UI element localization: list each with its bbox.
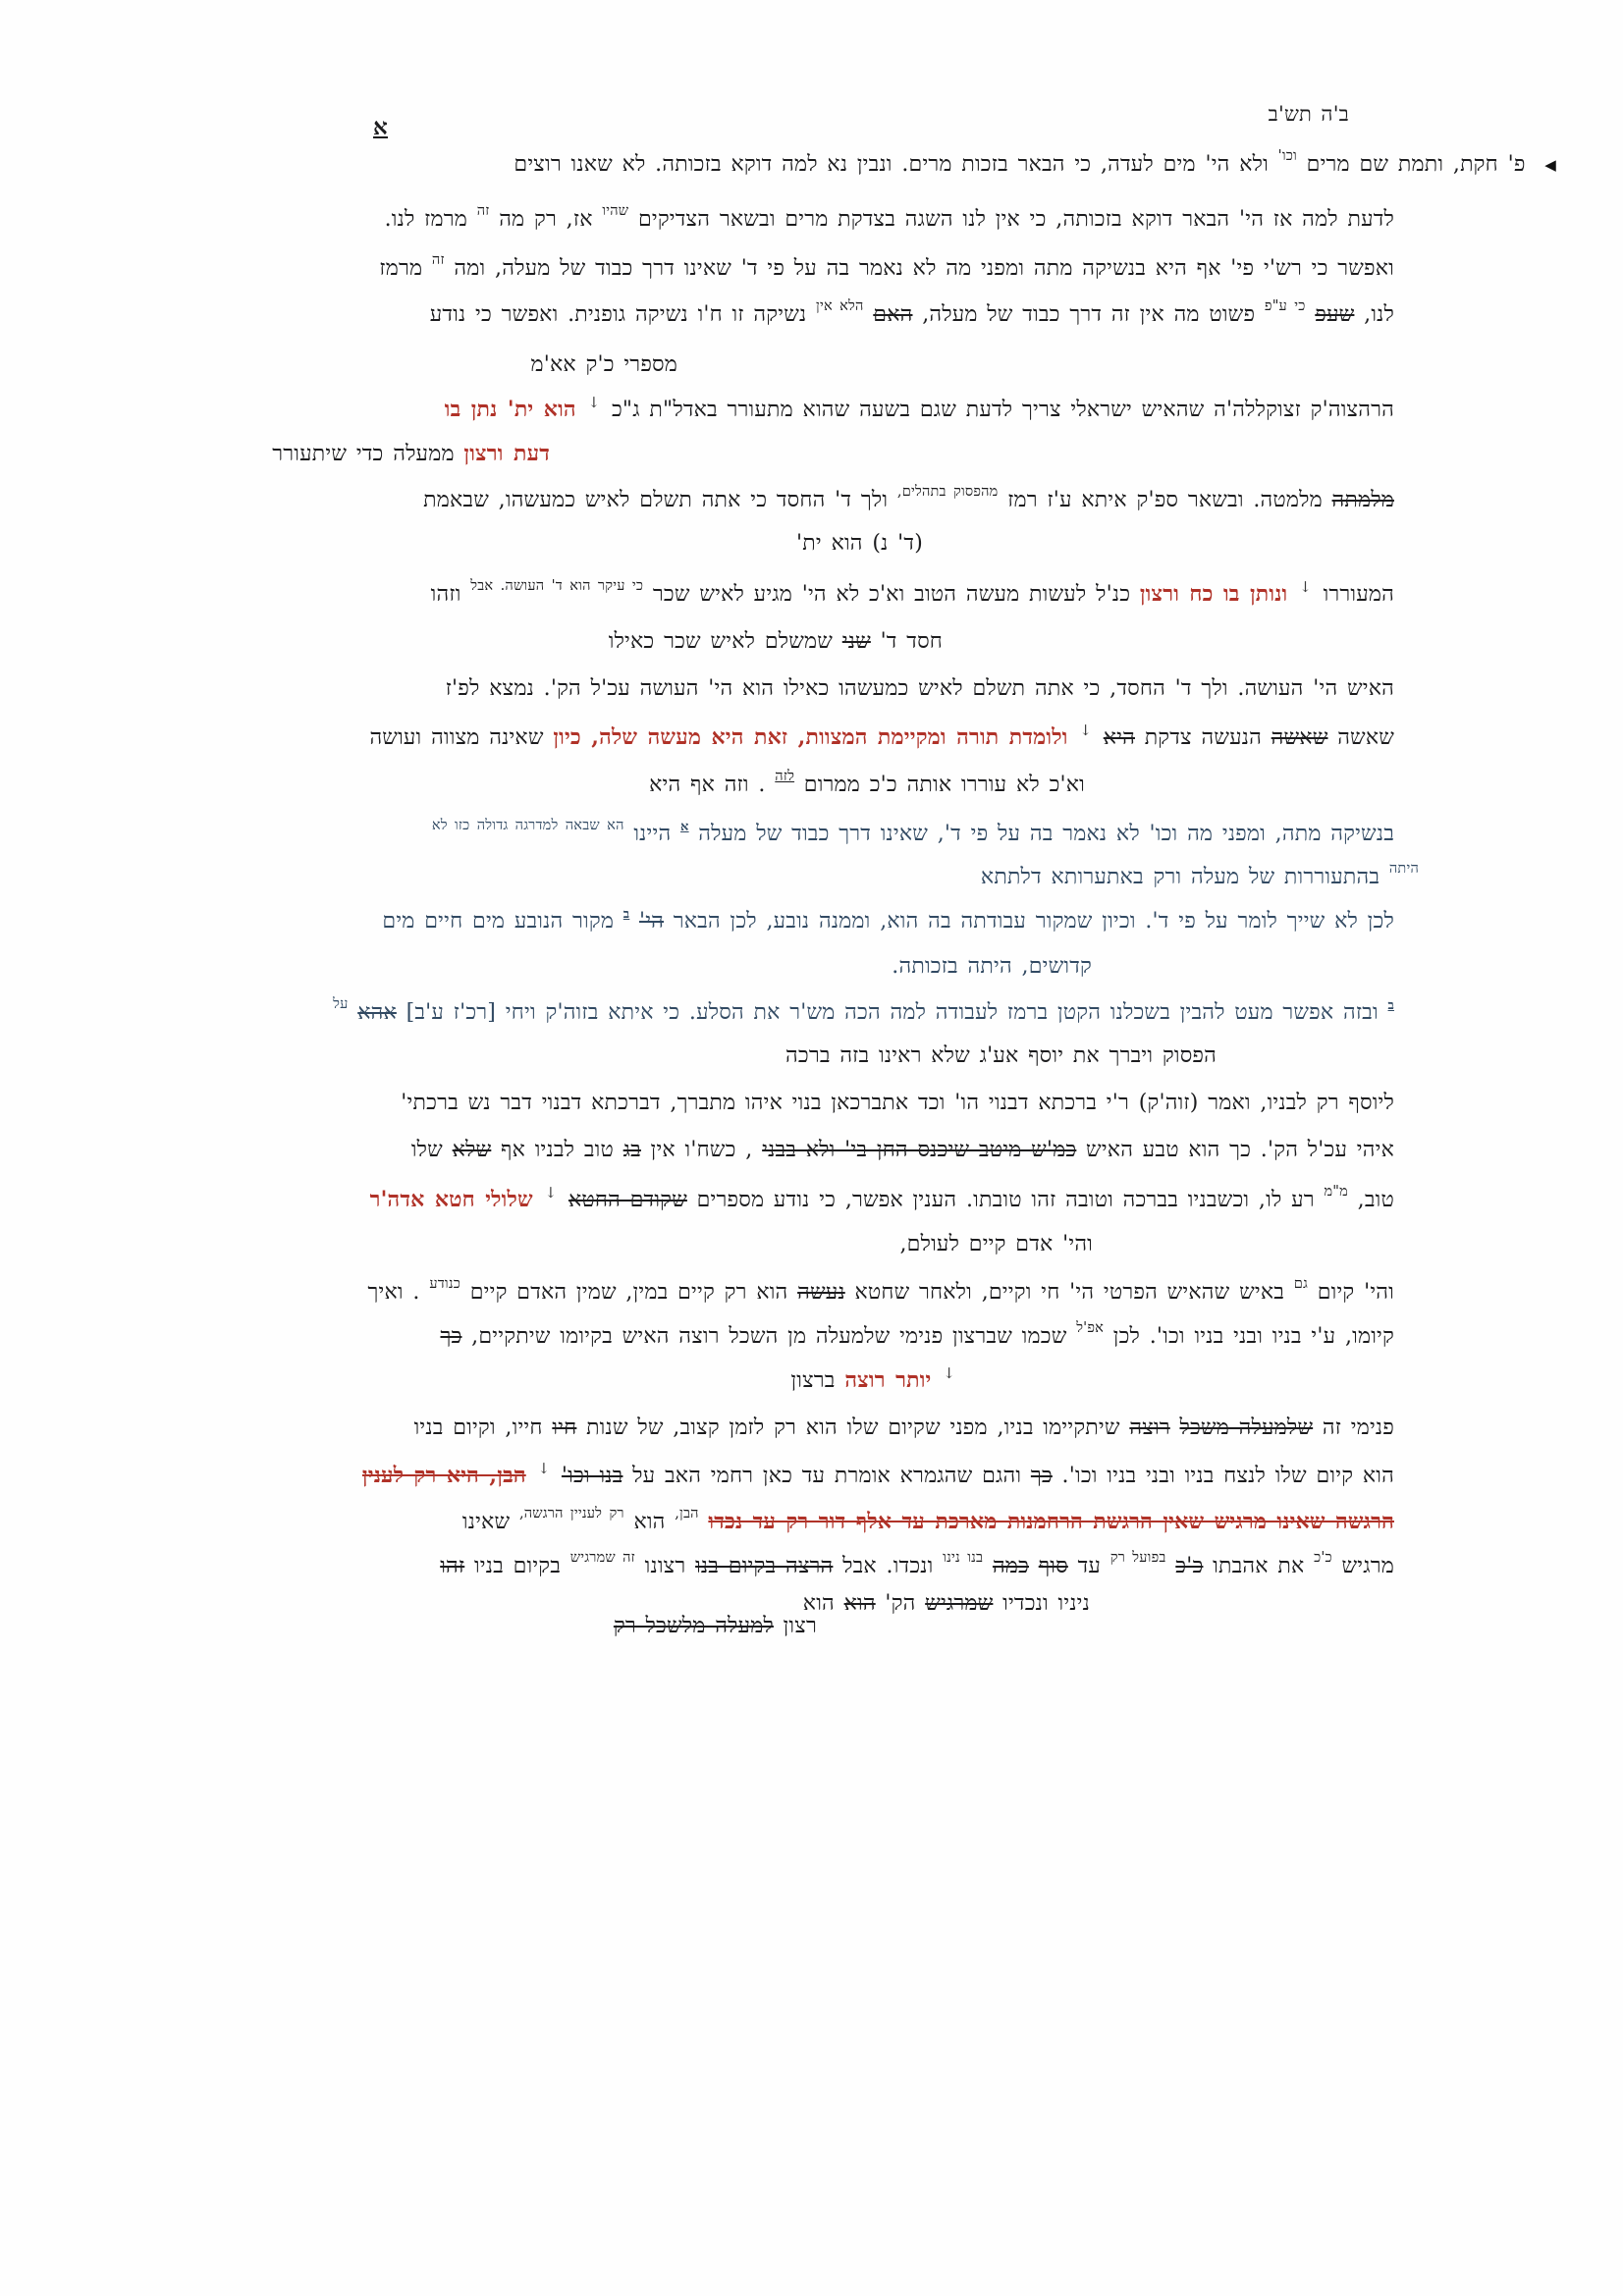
superscript-insertion: רק לעניין הרגשה, xyxy=(518,1506,624,1522)
body-text: , כשח'ו אין xyxy=(650,1138,753,1162)
text-line xyxy=(981,860,1419,891)
body-text: טוב, xyxy=(1357,1188,1394,1212)
body-text: מרמז xyxy=(379,256,423,281)
body-text: (ד' נ) הוא ית' xyxy=(796,531,923,556)
body-text: שיתקיימו בניו, מפני שקיום שלו הוא רק לזמן קצוב, של שנות xyxy=(586,1415,1120,1440)
text-line xyxy=(803,1590,1090,1618)
body-text: רצון xyxy=(783,1614,817,1638)
text-line xyxy=(411,1137,1394,1164)
deleted-text: חיו xyxy=(552,1415,577,1440)
insert-arrow-icon: ↓ xyxy=(587,394,601,411)
body-text: הוא קיום שלו לנצח בניו ובני בניו וכו'. xyxy=(1061,1464,1394,1488)
section-mark xyxy=(373,114,388,142)
text-line xyxy=(430,297,1394,329)
body-text: הוא רק קיים במין, שמין האדם קיים xyxy=(469,1280,788,1305)
text-line xyxy=(432,817,1394,848)
red-insertion: יותר רוצה xyxy=(844,1367,932,1393)
body-text: מלמטה. ובשאר ספ'ק איתא ע'ז רמז xyxy=(1007,488,1323,512)
deleted-text: שני xyxy=(841,629,871,654)
body-text: לכן לא שייך לומר על פי ד'. וכיון שמקור עבודתה בה הוא, וממנה נובע, לכן הבאר xyxy=(673,909,1394,934)
body-text: מקור הנובע מים חיים מים xyxy=(382,909,615,934)
deleted-text: בג xyxy=(622,1138,641,1162)
superscript-insertion: וכו' xyxy=(1277,148,1297,164)
superscript-insertion: אפ'ל xyxy=(1076,1320,1105,1336)
deleted-text: זהו xyxy=(440,1554,465,1578)
paragraph-marker-icon: ◀ xyxy=(1544,156,1556,174)
body-text: ב'ה תש'ב xyxy=(1268,102,1349,126)
superscript-insertion: היתה xyxy=(1388,861,1419,877)
footnote-marker: ב xyxy=(622,907,630,922)
footnote-marker: א xyxy=(680,820,689,834)
body-text: את אהבתו xyxy=(1213,1554,1305,1578)
text-line xyxy=(892,953,1092,981)
text-line xyxy=(462,1505,1394,1536)
superscript-insertion: בנו נינו xyxy=(943,1550,984,1566)
body-text: הק' xyxy=(885,1591,916,1616)
red-insertion: שלולי חטא אדה'ר xyxy=(369,1187,533,1212)
body-text: פנימי זה xyxy=(1322,1415,1394,1440)
text-line xyxy=(445,394,1394,424)
body-text: לדעת למה אז הי' הבאר דוקא בזכותה, כי אין לנו השגה בצדקת מרים ובשאר הצדיקים xyxy=(637,207,1394,232)
body-text: שאשה xyxy=(1337,725,1394,750)
superscript-insertion: זה xyxy=(476,203,490,219)
text-line xyxy=(369,721,1394,752)
body-text: רע לו, וכשבניו בברכה וטובה זהו טובתו. הענין אפשר, כי נודע מספרים xyxy=(696,1188,1315,1212)
body-text: וא'כ לא עוררו אותה כ'כ ממרום xyxy=(803,773,1085,797)
body-text: ברצון xyxy=(790,1368,836,1393)
deleted-text: כך xyxy=(1030,1464,1053,1488)
body-text: הרהצוה'ק זצוקללה'ה שהאיש ישראלי צריך לדעת שגם בשעה שהוא מתעורר באדל"ת ג"כ xyxy=(611,398,1394,422)
text-line xyxy=(785,1042,1217,1070)
deleted-text: שלמעלה משכל xyxy=(1179,1415,1314,1440)
superscript-insertion: הלא אין xyxy=(816,298,864,314)
body-text: אז, רק מה xyxy=(499,207,593,232)
body-text: רצונו xyxy=(644,1554,686,1578)
body-text: ממעלה כדי שיתעורר xyxy=(272,442,455,466)
body-text: לנו, xyxy=(1364,302,1394,327)
deleted-text: סוף xyxy=(1038,1554,1068,1578)
body-text: שלו xyxy=(410,1138,443,1162)
body-text: כנ'ל לעשות מעשה הטוב וא'כ לא הי' מגיע לאיש שכר xyxy=(652,582,1131,607)
body-text: נשיקה זו ח'ו נשיקה גופנית. ואפשר כי נודע xyxy=(429,302,807,327)
deleted-text: שעפ xyxy=(1315,302,1355,327)
deleted-text: שלא xyxy=(452,1138,492,1162)
text-line xyxy=(272,441,550,468)
text-line xyxy=(614,1613,817,1640)
body-text: ולא הי' מים לעדה, כי הבאר בזכות מרים. ונבין נא למה דוקא בזכותה. לא שאנו רוצים xyxy=(514,152,1269,177)
text-line xyxy=(530,351,677,379)
body-text: והגם שהגמרא אומרת עד כאן רחמי האב על xyxy=(632,1464,1022,1488)
deleted-text: שמרגיש xyxy=(925,1591,994,1616)
deleted-text: כך xyxy=(440,1324,462,1349)
superscript-insertion: כי עיקר הוא ד' העושה. אבל xyxy=(470,578,644,594)
deleted-text: האם xyxy=(873,302,913,327)
body-text: עד xyxy=(1077,1554,1101,1578)
body-text: מספרי כ'ק אא'מ xyxy=(530,352,677,377)
deleted-text: שאשה xyxy=(1271,725,1328,750)
text-line xyxy=(899,1231,1093,1258)
body-text: והי' קיום xyxy=(1317,1280,1394,1305)
deleted-text: בנו וכו' xyxy=(561,1464,623,1488)
superscript-insertion: על xyxy=(333,996,349,1012)
deleted-text: רוצה xyxy=(1129,1415,1170,1440)
body-text: האיש הי' העושה. ולך ד' החסד, כי אתה תשלם לאיש כמעשהו כאילו הוא הי' העושה עכ'ל הק'. נמצא לפ'ז xyxy=(445,676,1394,701)
deleted-text: היא xyxy=(1103,725,1135,750)
red-deleted-text: הרגשה שאינו מרגיש שאין הרגשת הרחמנות מארכת עד אלף דור רק עד נכדו xyxy=(708,1509,1394,1534)
body-text: ובזה אפשר מעט להבין בשכלנו הקטן ברמז לעבודה למה הכה מש'ר את הסלע. כי איתא בזוה'ק ויחי [רכ'ז ע'ב] xyxy=(406,1000,1379,1025)
body-text: פשוט מה אין זה דרך כבוד של מעלה, xyxy=(922,302,1256,327)
body-text: קיומו, ע'י בניו ובני בניו וכו'. לכן xyxy=(1112,1324,1394,1349)
body-text: ולך ד' החסד כי אתה תשלם לאיש כמעשהו, שבאמת xyxy=(423,488,889,512)
body-text: . ואיך xyxy=(367,1280,420,1305)
text-line xyxy=(382,907,1394,935)
body-text: שאינו xyxy=(461,1510,511,1534)
insert-arrow-icon: ↓ xyxy=(1299,578,1312,596)
text-line xyxy=(414,1415,1394,1442)
superscript-insertion: זה xyxy=(431,252,445,268)
red-insertion: הוא ית' נתן בו xyxy=(444,397,576,422)
text-line xyxy=(609,628,943,656)
body-text: חייו, וקיום בניו xyxy=(413,1415,543,1440)
text-line xyxy=(649,768,1085,799)
superscript-insertion: גם xyxy=(1293,1276,1308,1292)
insert-arrow-icon: ↓ xyxy=(1079,721,1093,739)
text-line xyxy=(431,577,1394,609)
superscript-insertion: בפועל רק xyxy=(1109,1550,1166,1566)
text-line xyxy=(379,251,1394,283)
body-text: שמשלם לאיש שכר כאילו xyxy=(608,629,834,654)
footnote-marker: ב xyxy=(1387,998,1394,1013)
body-text: איהי עכ'ל הק'. כך הוא טבע האיש xyxy=(1086,1138,1394,1162)
deleted-text: כ'כ xyxy=(1175,1554,1204,1578)
text-line xyxy=(368,1275,1394,1307)
text-line xyxy=(796,530,923,558)
body-text: מרגיש xyxy=(1341,1554,1394,1578)
body-text: בנשיקה מתה, ומפני מה וכו' לא נאמר בה על פי ד', שאינו דרך כבוד של מעלה xyxy=(698,822,1394,846)
deleted-text: שקודם החטא xyxy=(568,1188,687,1212)
body-text: בקיום בניו xyxy=(473,1554,562,1578)
text-line xyxy=(440,1549,1394,1580)
deleted-text: כמה xyxy=(992,1554,1029,1578)
body-text: וזהו xyxy=(430,582,461,607)
insert-arrow-icon: ↓ xyxy=(544,1184,558,1201)
body-text: באיש שהאיש הפרטי הי' חי וקיים, ולאחר שחטא xyxy=(854,1280,1285,1305)
body-text: טוב לבניו אף xyxy=(501,1138,614,1162)
body-text: היינו xyxy=(633,822,672,846)
deleted-text: מלמתה xyxy=(1331,488,1394,512)
text-line xyxy=(370,1183,1394,1214)
superscript-insertion: הא שבאה למדרגה גדולה כזו לא xyxy=(431,818,624,833)
text-line xyxy=(362,1460,1394,1490)
deleted-text: כמ'ש מיטב שיכנס החן בי' ולא בבני xyxy=(762,1138,1077,1162)
body-text: ליוסף רק לבניו, ואמר (זוה'ק) ר'י ברכתא דבנוי הו' וכד אתברכאן בנוי איהו מתברך, דברכתא דבנוי דבר נש ברכתי' xyxy=(401,1091,1394,1115)
text-line xyxy=(790,1364,957,1395)
superscript-insertion: הבן, xyxy=(675,1506,699,1522)
deleted-text: הרצה בקיום בנו xyxy=(695,1554,834,1578)
body-text: הפסוק ויברך את יוסף אע'ג שלא ראינו בזה ברכה xyxy=(785,1043,1217,1068)
body-text: שכמו שברצון פנימי שלמעלה מן השכל רוצה האיש בקיומו שיתקיים, xyxy=(471,1324,1067,1349)
red-deleted-text: הבן, היא רק לענין xyxy=(361,1463,526,1488)
superscript-insertion: לזה xyxy=(775,769,795,784)
deleted-text: הוא xyxy=(843,1591,876,1616)
body-text: חסד ד' xyxy=(880,629,943,654)
page-header xyxy=(1269,101,1349,127)
superscript-insertion: שהיו xyxy=(602,203,629,219)
body-text: א xyxy=(373,114,388,140)
red-insertion: ולומדת תורה ומקיימת המצוות, זאת היא מעשה שלה, כיון xyxy=(553,724,1068,750)
text-line xyxy=(333,995,1394,1027)
superscript-insertion: כי ע"פ xyxy=(1264,298,1306,314)
body-text: הוא xyxy=(802,1591,835,1616)
deleted-text: הי' xyxy=(638,909,665,934)
body-text: קדושים, היתה בזכותה. xyxy=(892,954,1092,979)
text-line xyxy=(446,675,1394,703)
deleted-text: אהא xyxy=(357,1000,397,1025)
text-line xyxy=(440,1319,1394,1351)
text-line xyxy=(514,147,1556,179)
superscript-insertion: זה שמרגיש xyxy=(569,1550,635,1566)
body-text: ואפשר כי רש'י פי' אף היא בנשיקה מתה ומפני מה לא נאמר בה על פי ד' שאינו דרך כבוד של מעלה, ומה xyxy=(454,256,1394,281)
body-text: . וזה אף היא xyxy=(649,773,766,797)
body-text: ונכדו. אבל xyxy=(842,1554,934,1578)
superscript-insertion: כ'כ xyxy=(1314,1550,1332,1566)
red-insertion: ונותן בו כח ורצון xyxy=(1139,581,1288,607)
deleted-text: נעשה xyxy=(797,1280,845,1305)
body-text: ניניו ונכדיו xyxy=(1002,1591,1090,1616)
deleted-text: למעלה מלשכל רק xyxy=(613,1614,774,1638)
body-text: והי' אדם קיים לעולם, xyxy=(899,1232,1093,1256)
superscript-insertion: מ"מ xyxy=(1324,1184,1348,1200)
body-text: המעוררו xyxy=(1323,582,1394,607)
superscript-insertion: כנודע xyxy=(429,1276,461,1292)
text-line xyxy=(401,1090,1394,1117)
insert-arrow-icon: ↓ xyxy=(537,1460,551,1477)
body-text: בהתעוררות של מעלה ורק באתערותא דלתתא xyxy=(980,865,1380,889)
text-line xyxy=(385,202,1394,234)
red-insertion: דעת ורצון xyxy=(463,441,550,466)
body-text: מרמז לנו. xyxy=(384,207,467,232)
body-text: שאינה מצווה ועושה xyxy=(369,725,544,750)
body-text: הנעשה צדקת xyxy=(1144,725,1262,750)
body-text: הוא xyxy=(633,1510,666,1534)
body-text: פ' חקת, ותמת שם מרים xyxy=(1306,152,1526,177)
text-line xyxy=(423,483,1394,514)
insert-arrow-icon: ↓ xyxy=(943,1364,955,1382)
superscript-insertion: מהפסוק בתהלים, xyxy=(896,484,999,500)
